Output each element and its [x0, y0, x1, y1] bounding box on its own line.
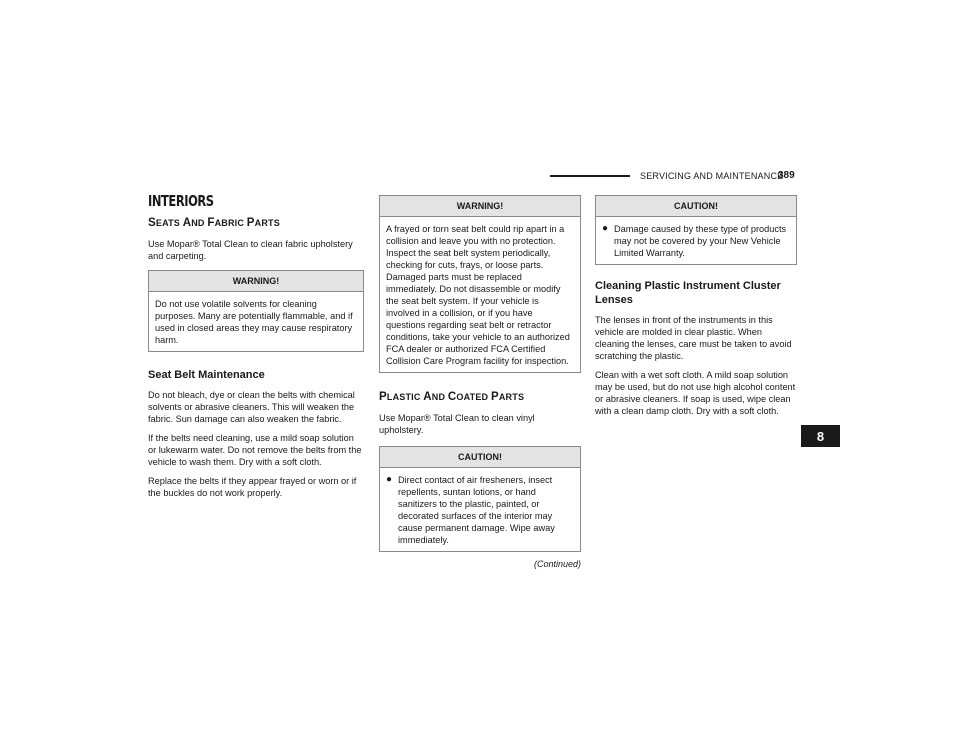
caution-box-fresheners: [379, 446, 581, 552]
heading-smallcaps: ND: [431, 392, 448, 402]
column-2: [379, 195, 581, 570]
lenses-paragraph-2: Clean with a wet soft cloth. A mild soap solution may be used, but do not use high alcohol content or abrasive cleaners. If soap is used, wipe clean with a clean damp cloth. Dry with a soft cloth.: [595, 370, 796, 416]
caution-bullet: [602, 223, 790, 259]
seatbelt-paragraph-2: If the belts need cleaning, use a mild soap solution or lukewarm water. Do not remove the belts from the vehicle to wash them. Dry with a soft cloth.: [148, 433, 362, 467]
warning-box-solvents: [148, 270, 364, 352]
heading-seats-fabric: [148, 217, 364, 229]
heading-letter: P: [379, 391, 387, 403]
seatbelt-paragraph-1: Do not bleach, dye or clean the belts with chemical solvents or abrasive cleaners. This will weaken the fabric. Sun damage can also weaken the fabric.: [148, 390, 355, 424]
plastic-intro: Use Mopar® Total Clean to clean vinyl upholstery.: [379, 413, 535, 435]
heading-smallcaps: ARTS: [254, 218, 280, 228]
heading-smallcaps: LASTIC: [386, 392, 424, 402]
heading-smallcaps: ABRIC: [214, 218, 247, 228]
chapter-tab: 8: [801, 425, 840, 447]
section-heading-interiors: INTERIORS: [148, 192, 214, 210]
continued-label: (Continued): [533, 559, 581, 569]
lenses-paragraph-1: The lenses in front of the instruments in this vehicle are molded in clear plastic. When cleaning the lenses, care must be taken to avoid scratching the plastic.: [595, 315, 792, 361]
caution-box-warranty: [595, 195, 797, 265]
caution-title: CAUTION!: [596, 196, 796, 217]
heading-cluster-lenses: Cleaning Plastic Instrument Cluster Lenses: [595, 280, 781, 306]
caution-title: CAUTION!: [380, 447, 580, 468]
heading-letter: P: [490, 391, 499, 403]
heading-seat-belt-maintenance: Seat Belt Maintenance: [148, 369, 265, 381]
page-number: 389: [778, 170, 795, 181]
heading-letter: F: [207, 217, 215, 229]
warning-text: Do not use volatile solvents for cleaning purposes. Many are potentially flammable, and if used in closed areas they may cause respiratory harm.: [155, 299, 353, 345]
caution-bullet-text: Damage caused by these type of products may not be covered by your New Vehicle Limited Warranty.: [614, 224, 787, 258]
caution-bullet: [386, 474, 574, 546]
heading-smallcaps: EATS: [155, 218, 183, 228]
heading-letter: A: [182, 217, 192, 229]
seats-intro: Use Mopar® Total Clean to clean fabric upholstery and carpeting.: [148, 239, 353, 261]
heading-smallcaps: ND: [191, 218, 208, 228]
heading-plastic-coated: [379, 391, 581, 403]
running-header-line: [550, 175, 630, 177]
column-3: [595, 195, 797, 424]
caution-body: [380, 468, 580, 551]
caution-body: [596, 217, 796, 264]
section-title: SERVICING AND MAINTENANCE: [640, 171, 784, 181]
caution-bullet-text: Direct contact of air fresheners, insect repellents, suntan lotions, or hand sanitizers to the plastic, painted, or decorated surfaces of the interior may cause permanent damage. Wipe away immediately.: [398, 475, 555, 545]
heading-letter: P: [246, 217, 255, 229]
warning-text: A frayed or torn seat belt could rip apart in a collision and leave you with no protection. Inspect the seat belt system periodically, checking for cuts, frays, or loose parts. Damaged parts must be replaced immediately. Do not disassemble or modify the seat belt system. If your vehicle is involved in a collision, or if you have questions regarding seat belt or retractor conditions, take your vehicle to an authorized FCA dealer or authorized FCA Certified Collision Care Program facility for inspection.: [386, 224, 570, 366]
heading-letter: C: [447, 391, 457, 403]
warning-box-seatbelt: [379, 195, 581, 373]
heading-smallcaps: OATED: [456, 392, 491, 402]
warning-title: WARNING!: [149, 271, 363, 292]
warning-title: WARNING!: [380, 196, 580, 217]
heading-smallcaps: ARTS: [498, 392, 525, 402]
column-1: [148, 192, 364, 506]
heading-letter: A: [423, 391, 432, 403]
heading-letter: S: [148, 217, 156, 229]
bullet-icon: ●: [386, 474, 393, 485]
bullet-icon: ●: [602, 223, 609, 234]
seatbelt-paragraph-3: Replace the belts if they appear frayed or worn or if the buckles do not work properly.: [148, 476, 357, 498]
